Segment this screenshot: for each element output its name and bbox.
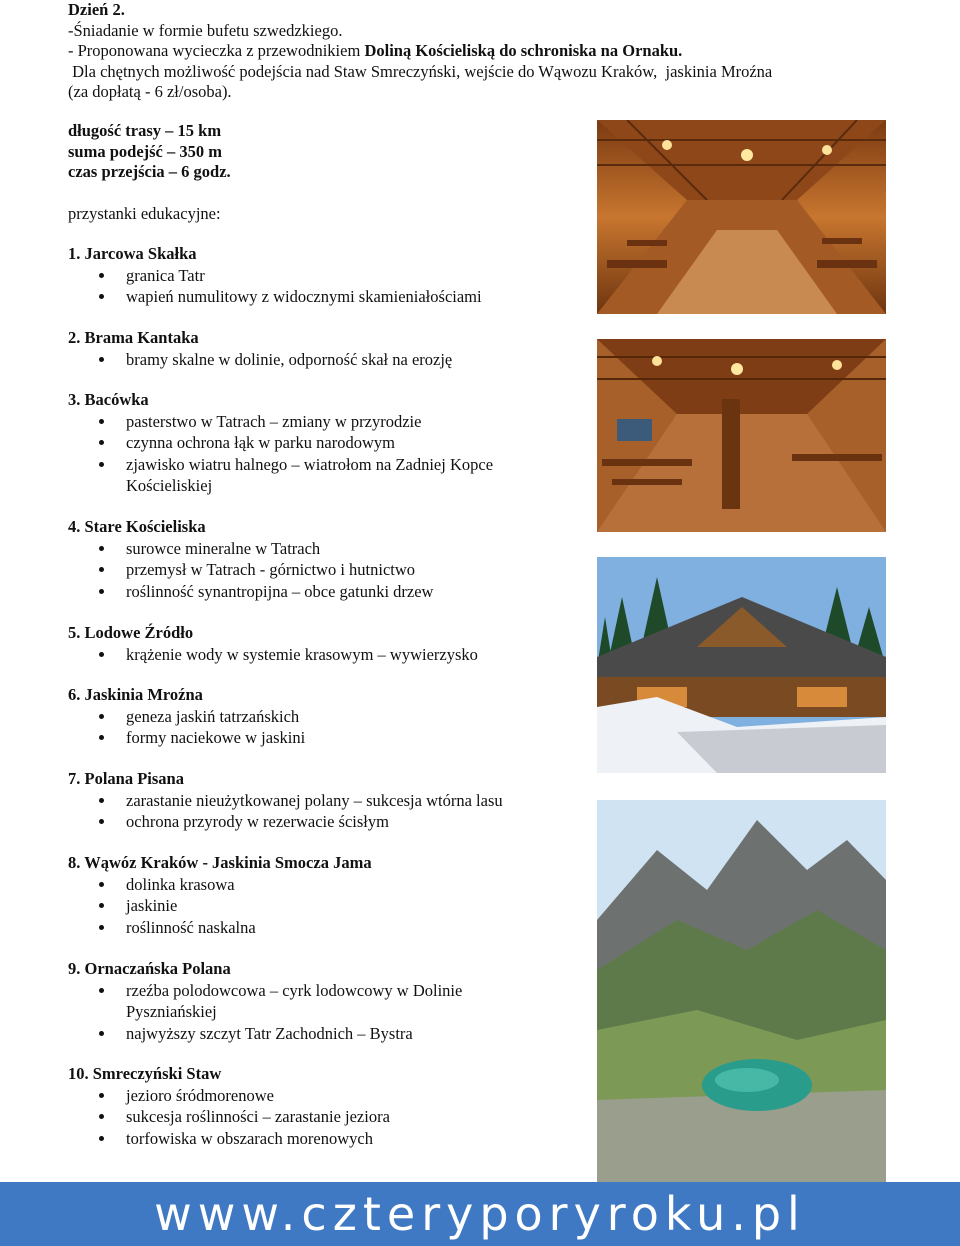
stop-8	[68, 852, 588, 938]
restaurant-interior-photo	[597, 120, 886, 314]
list-item: jezioro śródmorenowe	[68, 1085, 588, 1107]
route-ascent: suma podejść – 350 m	[68, 141, 223, 161]
stop-title: 10. Smreczyński Staw	[68, 1064, 222, 1083]
stop-3	[68, 389, 588, 497]
stops-label: przystanki edukacyjne:	[68, 204, 221, 223]
stop-title: 3. Bacówka	[68, 390, 149, 409]
stop-7	[68, 768, 588, 833]
stop-1	[68, 243, 588, 308]
list-item: pasterstwo w Tatrach – zmiany w przyrodzie	[68, 411, 588, 433]
stop-title: 4. Stare Kościeliska	[68, 517, 206, 536]
route-time: czas przejścia – 6 godz.	[68, 162, 231, 181]
list-item: rzeźba polodowcowa – cyrk lodowcowy w Dolinie Pyszniańskiej	[68, 980, 526, 1023]
stop-title: 7. Polana Pisana	[68, 769, 184, 788]
route-stats	[68, 121, 231, 183]
route-length: długość trasy – 15 km	[68, 121, 222, 140]
mountain-hut-photo	[597, 557, 886, 773]
mountain-lake-photo	[597, 800, 886, 1186]
trip-line: - Proponowana wycieczka z przewodnikiem Doliną Kościeliską do schroniska na Ornaku.	[68, 41, 683, 60]
stop-title: 5. Lodowe Źródło	[68, 623, 194, 642]
stop-4	[68, 516, 588, 602]
stop-title: 6. Jaskinia Mroźna	[68, 685, 203, 704]
list-item: sukcesja roślinności – zarastanie jeziora	[68, 1106, 588, 1128]
list-item: bramy skalne w dolinie, odporność skał na erozję	[68, 349, 588, 371]
stop-title: 1. Jarcowa Skałka	[68, 244, 197, 263]
list-item: dolinka krasowa	[68, 874, 588, 896]
list-item: torfowiska w obszarach morenowych	[68, 1128, 588, 1150]
list-item: przemysł w Tatrach - górnictwo i hutnictwo	[68, 559, 588, 581]
list-item: granica Tatr	[68, 265, 588, 287]
list-item: zarastanie nieużytkowanej polany – sukcesja wtórna lasu	[68, 790, 588, 812]
optional-line: Dla chętnych możliwość podejścia nad Staw Smreczyński, wejście do Wąwozu Kraków, jaskinia Mroźna	[68, 61, 773, 81]
surcharge-line: (za dopłatą - 6 zł/osoba).	[68, 82, 232, 101]
day-heading: Dzień 2.	[68, 0, 125, 19]
stop-9	[68, 958, 588, 1044]
stop-title: 8. Wąwóz Kraków - Jaskinia Smocza Jama	[68, 853, 372, 872]
stop-title: 9. Ornaczańska Polana	[68, 959, 231, 978]
footer-url[interactable]: www.czteryporyroku.pl	[154, 1187, 806, 1241]
intro-block	[68, 0, 868, 103]
list-item: najwyższy szczyt Tatr Zachodnich – Bystra	[68, 1023, 588, 1045]
breakfast-line: -Śniadanie w formie bufetu szwedzkiego.	[68, 20, 343, 40]
stop-10	[68, 1063, 588, 1149]
list-item: krążenie wody w systemie krasowym – wywierzysko	[68, 644, 588, 666]
list-item: ochrona przyrody w rezerwacie ścisłym	[68, 811, 588, 833]
list-item: roślinność synantropijna – obce gatunki drzew	[68, 581, 588, 603]
list-item: jaskinie	[68, 895, 588, 917]
list-item: formy naciekowe w jaskini	[68, 727, 588, 749]
stop-6	[68, 684, 588, 749]
list-item: geneza jaskiń tatrzańskich	[68, 706, 588, 728]
list-item: wapień numulitowy z widocznymi skamieniałościami	[68, 286, 588, 308]
stop-title: 2. Brama Kantaka	[68, 328, 199, 347]
restaurant-hall-photo	[597, 339, 886, 532]
stop-5	[68, 622, 588, 665]
list-item: roślinność naskalna	[68, 917, 588, 939]
stop-2	[68, 327, 588, 370]
list-item: czynna ochrona łąk w parku narodowym	[68, 432, 588, 454]
list-item: surowce mineralne w Tatrach	[68, 538, 588, 560]
list-item: zjawisko wiatru halnego – wiatrołom na Zadniej Kopce Kościeliskiej	[68, 454, 546, 497]
